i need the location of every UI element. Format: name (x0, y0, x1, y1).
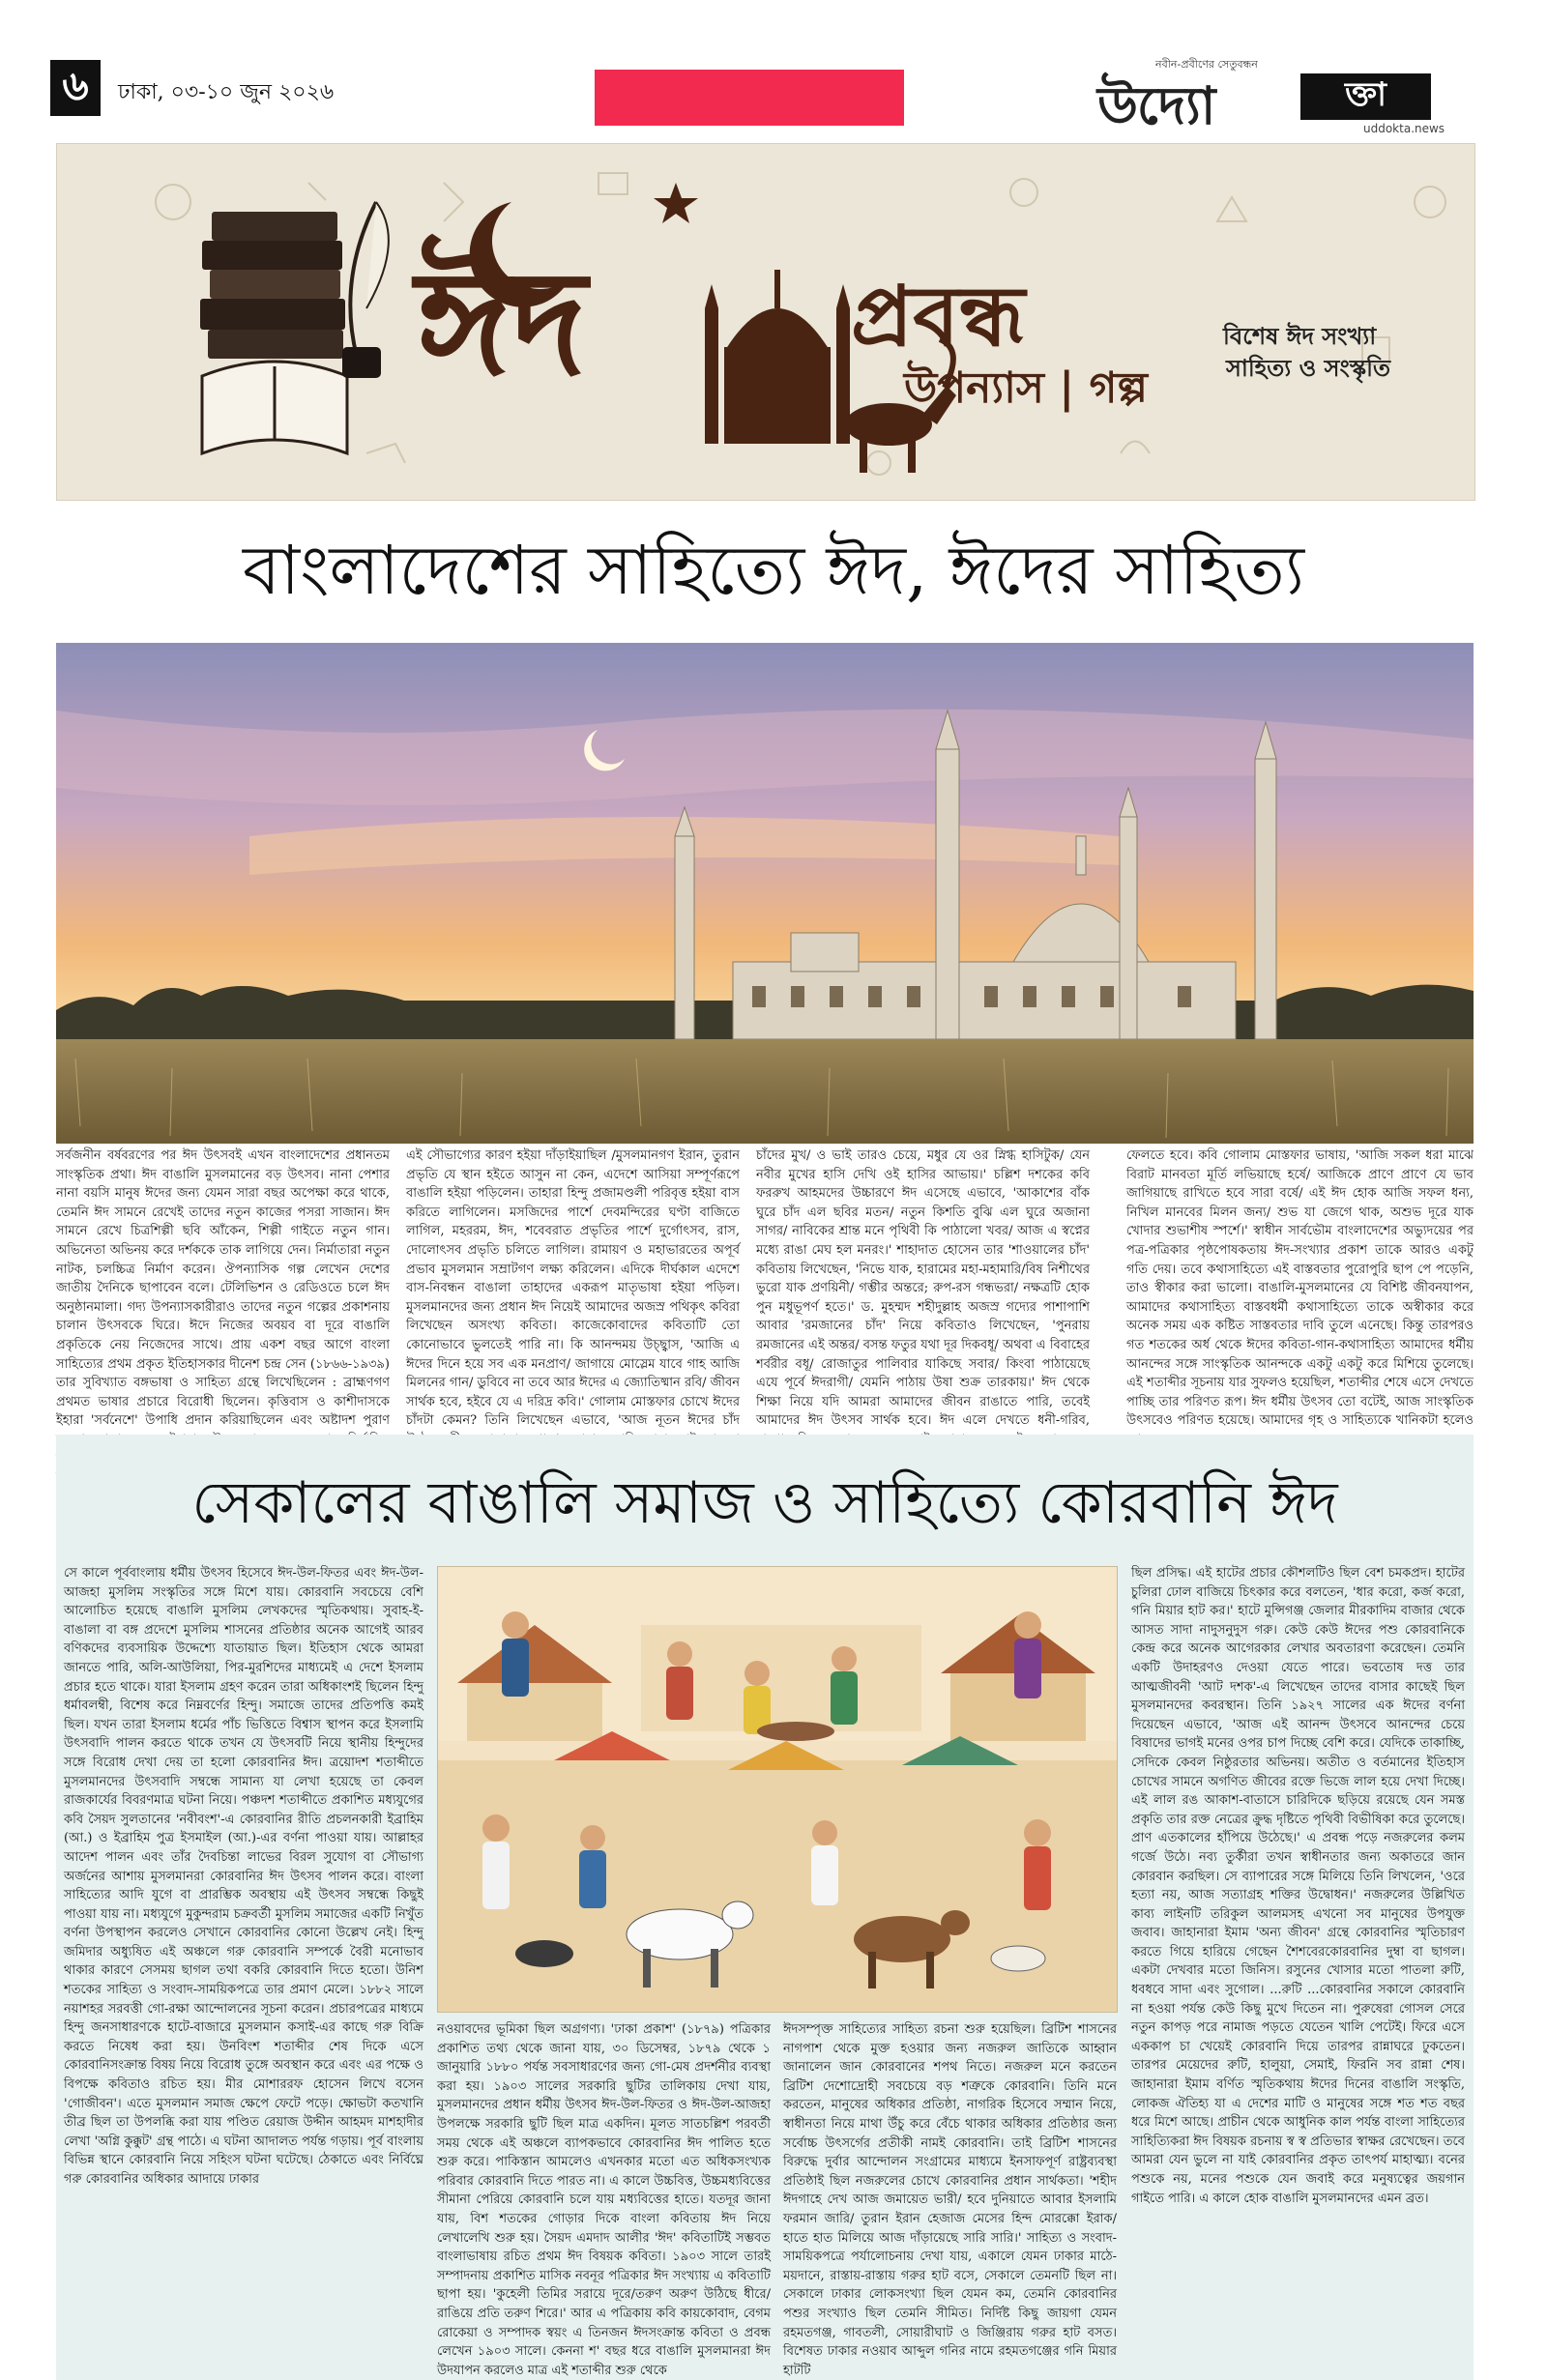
article-body-column: ঈদসম্পৃক্ত সাহিত্যের সাহিত্য রচনা শুরু হয়েছিল। ব্রিটিশ শাসনের নাগপাশ থেকে মুক্ত হওয়ার জন্য নজরুল জাতিকে আহ্বান জানালেন জান কোরবানের শপথ নিতে। নজরুল মনে করতেন ব্রিটিশ দেশোদ্রোহী সবচেয়ে বড় শত্রুকে কোরবানি। তিনি মনে করতেন, মানুষের অধিকার প্রতিষ্ঠা, নাগরিক হিসেবে সম্মান নিয়ে, স্বাধীনতা নিয়ে মাথা উঁচু করে বেঁচে থাকার অধিকার প্রতিষ্ঠার জন্য সর্বোচ্চ উৎসর্গের প্রতীকী নামই কোরবানি। তাই ব্রিটিশ শাসনের বিরুদ্ধে দুর্বার আন্দোলন সংগ্রামের মাধ্যমে ইনসাফপূর্ণ রাষ্ট্রব্যবস্থা প্রতিষ্ঠাই ছিল নজরুলের চোখে কোরবানির প্রধান সার্থকতা। 'শহীদ ঈদগাহে দেখ আজ জমায়েত ভারী/ হবে দুনিয়াতে আবার ইসলামি ফরমান জারি/ তুরান ইরান হেজাজ মেসের হিন্দ মোরক্কো ইরাক/ হাতে হাত মিলিয়ে আজ দাঁড়ায়েছে সারি সারি।' সাহিত্য ও সংবাদ-সাময়িকপত্রে পর্যালোচনায় দেখা যায়, একালে যেমন ঢাকার মাঠে-ময়দানে, রাস্তায়-রাস্তায় গরুর হাট বসে, সেকালে তেমনটি ছিল না। সেকালে ঢাকার লোকসংখ্যা ছিল যেমন কম, তেমনি কোরবানির পশুর সংখ্যাও ছিল তেমনি সীমিত। নির্দিষ্ট কিছু জায়গা যেমন রহমতগঞ্জ, গাবতলী, সোয়ারীঘাট ও জিঞ্জিরায় গরুর হাট বসত। বিশেষত ঢাকার নওয়াব আব্দুল গনির নামে রহমতগঞ্জের গনি মিয়ার হাটটি (783, 2022, 1117, 2378)
logo-tagline: নবীন-প্রবীণের সেতুবন্ধন (1155, 58, 1258, 71)
newspaper-logo-box: ক্তা (1300, 73, 1431, 120)
dateline: ঢাকা, ০৩-১০ জুন ২০২৬ (118, 80, 335, 104)
article-body-column: ফেলতে হবে। কবি গোলাম মোস্তফার ভাষায়, 'আজি সকল ধরা মাঝে বিরাট মানবতা মূর্তি লভিয়াছে হর্ষে/ আজিকে প্রাণে প্রাণে যে ভাব জাগিয়াছে রাখিতে হবে সারা বর্ষে/ এই ঈদ হোক আজি সফল ধন্য, নিখিল মানবের মিলন জন্য/ শুভ যা জেগে থাক, অশুভ দূরে যাক খোদার শুভাশীষ স্পর্শে।' স্বাধীন সার্বভৌম বাংলাদেশের অভ্যুদয়ের পর পত্র-পত্রিকার পৃষ্ঠপোষকতায় ঈদ-সংখ্যার প্রকাশ তাকে আরও একটু গতি দেয়। তবে কথাসাহিত্যে এই বাস্তবতার পুরোপুরি ছাপ পে পড়েনি, তাও স্বীকার করা ভালো। বাঙালি-মুসলমানের যে বিশিষ্ট জীবনযাপন, আমাদের কথাসাহিত্য বাস্তবধর্মী কথাসাহিত্যে তাকে অস্বীকার করে অনেক সময় এক কষ্টিত সাস্তবতার দাবি তুলে এনেছে। কিন্তু তারপরও গত শতকের অর্ধ থেকে ঈদের কবিতা-গান-কথাসাহিত্য আমাদের ধর্মীয় আনন্দের সঙ্গে সাংস্কৃতিক আনন্দকে একটু একটু করে মিশিয়ে তুলেছে। এই শতাব্দীর সূচনায় যার সুফলও হয়েছিল, শতাব্দীর শেষে এসে দেখতে পাচ্ছি তার পরিণত রূপ। ঈদ ধর্মীয় উৎসব তো বটেই, আজ সাংস্কৃতিক উৎসবেও পরিণত হয়েছে। আমাদের গৃহ ও সাহিত্যকে খানিকটা হলেও (1126, 1148, 1474, 1429)
eid-title: ঈদ (416, 238, 587, 408)
banner-novel-story-label: উপন্যাস | গল্প (904, 363, 1148, 413)
advertisement-box[interactable] (595, 70, 904, 126)
article-headline[interactable]: বাংলাদেশের সাহিত্যে ঈদ, ঈদের সাহিত্য (242, 531, 1305, 610)
article-body-column: সর্বজনীন বর্ষবরণের পর ঈদ উৎসবই এখন বাংলাদেশের প্রধানতম সাংস্কৃতিক প্রথা। ঈদ বাঙালি মুসলমানের বড় উৎসব। নানা পেশার নানা বয়সি মানুষ ঈদের জন্য যেমন সারা বছর অপেক্ষা করে থাকে, তেমনি ঈদ সামনে রেখেই তাদের নতুন কাজের পসরা সাজান। ঈদ সামনে রেখে চিত্রশিল্পী ছবি আঁকেন, শিল্পী গাইতে নতুন গান। অভিনেতা অভিনয় করে দর্শককে তাক লাগিয়ে দেন। নির্মাতারা নতুন নাটক, চলচ্চিত্র নির্মাণ করেন। ঔপন্যাসিক গল্প লেখেন দেশের জাতীয় দৈনিকে ছাপাবেন বলে। টেলিভিশন ও রেডিওতে চলে ঈদ অনুষ্ঠানমালা। গদ্য উপন্যাসকারীরাও তাদের নতুন গল্পের প্রকাশনায় চালান উৎসবকে ঘিরে। ঈদে নিজের অবয়ব বা দূরে বাঙালি প্রকৃতিকে নেয় নিজেদের সাথে। প্রায় একশ বছর আগে বাংলা সাহিত্যের প্রথম প্রকৃত ইতিহাসকার দীনেশ চন্দ্র সেন (১৮৬৬-১৯৩৯) তার সুবিখ্যাত বঙ্গভাষা ও সাহিত্য গ্রন্থে লিখেছিলেন : ব্রাহ্মণগণ প্রথমত ভাষার প্রচারে বিরোধী ছিলেন। কৃত্তিবাস ও কাশীদাসকে ইহারা 'সর্বনেশে' উপাধি প্রদান করিয়াছিলেন এবং অষ্টাদশ পুরাণ (56, 1148, 390, 1429)
special-issue-label: বিশেষ ঈদ সংখ্যা (1223, 322, 1377, 350)
article-body-column: সে কালে পূর্ববাংলায় ধর্মীয় উৎসব হিসেবে ঈদ-উল-ফিতর এবং ঈদ-উল-আজহা মুসলিম সংস্কৃতির সঙ্গে মিশে যায়। কোরবানি সবচেয়ে বেশি আলোচিত হয়েছে বাঙালি মুসলিম লেখকদের স্মৃতিকথায়। সুবাহ-ই-বাঙালা বা বঙ্গ প্রদেশে মুসলিম শাসনের প্রতিষ্ঠার অনেক আগেই আরব বণিকদের ব্যবসায়িক উদ্দেশ্যে যাতায়াত ছিল। ইতিহাস থেকে আমরা জানতে পারি, অলি-আউলিয়া, পির-মুরশিদের মাধ্যমেই এ দেশে ইসলাম প্রচার হতে থাকে। যারা ইসলাম গ্রহণ করেন তারা অধিকাংশই ছিলেন হিন্দু ধর্মাবলম্বী, বিশেষ করে নিম্নবর্ণের হিন্দু। সমাজে তাদের প্রতিপত্তি কমই ছিল। যখন তারা ইসলাম ধর্মের পাঁচ ভিত্তিতে বিশ্বাস স্থাপন করে ইসলামি উৎসবাদি পালন করতে থাকে তখন যে উৎসবটি নিয়ে স্থানীয় হিন্দুদের সঙ্গে বিরোধ দেখা দেয় তা হলো কোরবানির ঈদ। ত্রয়োদশ শতাব্দীতে মুসলমানদের উৎসবাদি সম্বন্ধে সামান্য যা লেখা হয়েছে তা কেবল রাজকার্যের বিবরণমাত্র ঘটনা নিয়ে। পঞ্চদশ শতাব্দীতে প্রকাশিত মধ্যযুগের কবি সৈয়দ সুলতানের 'নবীবংশ'-এ কোরবানির রীতি প্রচলনকারী ইব্রাহিম (আ.) ও ইব্রাহিম পুত্র ইসমাইল (আ.)-এর বর্ণনা পাওয়া যায়। আল্লাহর আদেশ পালন এবং তাঁর দৈবচিন্তা লাভের বিরল সুযোগ বা সৌভাগ্য অর্জনের আশায় মুসলমানরা কোরবানির ঈদ উৎসব পালন করে। বাংলা সাহিত্যের আদি যুগে বা প্রারম্ভিক অবস্থায় এই উৎসব সম্বন্ধে কিছুই পাওয়া যায় না। মধ্যযুগে মুকুন্দরাম চক্রবর্তী মুসলিম সমাজের একটি নিখুঁত বর্ণনা উপস্থাপন করলেও সেখানে কোরবানির কোনো উল্লেখ নেই। হিন্দু জমিদার অধ্যুষিত এই অঞ্চলে গরু কোরবানি সম্পর্কে বৈরী মনোভাব থাকার কারণে সেসময় ছাগল তথা বকরি কোরবানি দিতে হতো। উনিশ শতকের সাহিত্য ও সংবাদ-সাময়িকপত্রে তার প্রমাণ মেলে। ১৮৮২ সালে নয়াশহর সরবত্তী গো-রক্ষা আন্দোলনের সূচনা করেন। প্রচারপত্রের মাধ্যমে হিন্দু জনসাধারণকে হাটে-বাজারে মুসলমান কসাই-এর কাছে গরু বিক্রি করতে নিষেধ করা হয়। উনবিংশ শতাব্দীর শেষ দিকে এসে কোরবানিসংক্রান্ত বিষয় নিয়ে বিরোধ তুঙ্গে অবস্থান করে এবং এর পক্ষে ও বিপক্ষে কবিতাও রচিত হয়। মীর মোশাররফ হোসেন লিখে বসেন 'গোজীবন'। এতে মুসলমান সমাজ ক্ষেপে ফেটে পড়ে। ক্ষোভটা কতখানি তীব্র ছিল তা উপলব্ধি করা যায় পণ্ডিত রেয়াজ উদ্দীন আহমদ মাশহাদীর লেখা 'অগ্নি কুক্কুট' গ্রন্থ পাঠে। এ ঘটনা আদালত পর্যন্ত গড়ায়। পূর্ব বাংলায় বিভিন্ন স্থানে কোরবানি নিয়ে সহিংস ঘটনা ঘটেছে। ঠেকাতে এবং নির্বিঘ্নে গরু কোরবানির অধিকার আদায়ে ঢাকার (64, 1566, 423, 2187)
banner-essay-label: প্রবন্ধ (851, 268, 1026, 365)
article-body-column: ছিল প্রসিদ্ধ। এই হাটের প্রচার কৌশলটিও ছিল বেশ চমকপ্রদ। হাটের চুলিরা ঢোল বাজিয়ে চিৎকার করে বলতেন, 'ধার করো, কর্জ করো, গনি মিয়ার হাট কর।' হাটে মুন্সিগঞ্জ জেলার মীরকাদিম বাজার থেকে আসত সাদা নাদুসনুদুস গরু। কেউ কেউ ঈদের পশু কোরবানিকে কেন্দ্র করে অনেক আগেরকার লেখার অবতারণা করেছেন। তেমনি একটি উদাহরণও দেওয়া যেতে পারে। ভবতোষ দত্ত তার আত্মজীবনী 'আট দশক'-এ লিখেছেন তাদের বাসার কাছেই ছিল মুসলমানদের কবরস্থান। তিনি ১৯২৭ সালের এক ঈদের বর্ণনা দিয়েছেন এভাবে, 'আজ এই আনন্দ উৎসবে আনন্দের চেয়ে বিষাদের ভাগই মনের ওপর চাপ দিচ্ছে বেশি করে। যেদিকে তাকাচ্ছি, সেদিকে কেবল নিষ্ঠুরতার অভিনয়। অতীত ও বর্তমানের ইতিহাস চোখের সামনে অগণিত জীবের রক্তে ভিজে লাল হয়ে দেখা দিচ্ছে। এই লাল রঙ আকাশ-বাতাসে চারিদিকে ছড়িয়ে রয়েছে যেন সমস্ত প্রকৃতি তার রক্ত নেত্রের ক্রুদ্ধ দৃষ্টিতে পৃথিবী বিভীষিকা করে তুলেছে। প্রাণ এতকালের হাঁপিয়ে উঠেছে।' এ প্রবন্ধ পড়ে নজরুলের কলম গর্জে উঠে। নব্য তুর্কীরা তখন স্বাধীনতার জন্য অকাতরে জান কোরবান করছিল। সে ব্যাপারের সঙ্গে মিলিয়ে তিনি লিখলেন, 'ওরে হত্যা নয়, আজ সত্যাগ্রহ শক্তির উদ্বোধন।' নজরুলের উল্লিখিত কাব্য লাইনটি তরিকুল আলমসহ এখনো সব মানুষের উপযুক্ত জবাব। জাহানারা ইমাম 'অন্য জীবন' গ্রন্থে কোরবানির স্মৃতিচারণ করতে গিয়ে হারিয়ে গেছেন শৈশবেরকোরবানির দুম্বা বা ছাগল। একটা দেখবার মতো জিনিস। রসুনের খোসার মতো পাতলা রুটি, ধবধবে সাদা এবং সুগোল। ...রুটি ...কোরবানির সকালে কোরবানি না হওয়া পর্যন্ত কেউ কিছু মুখে দিতেন না। পুরুষেরা গোসল সেরে নতুন কাপড় পরে নামাজ পড়তে যেতেন খালি পেটেই। ফিরে এসে এককাপ চা খেয়েই কোরবানি দিয়ে তারপর রান্নাঘরে ঢুকতেন। তারপর মেয়েদের রুটি, হালুয়া, সেমাই, ফিরনি সব রান্না শেষ। জাহানারা ইমাম বর্ণিত স্মৃতিকথায় ঈদের দিনের বাঙালি সংস্কৃতি, লোকজ ঐতিহ্য যা এ দেশের মাটি ও মানুষের সঙ্গে শত শত বছর ধরে মিশে আছে। প্রাচীন থেকে আধুনিক কাল পর্যন্ত বাংলা সাহিত্যের সাহিত্যিকরা ঈদ বিষয়ক রচনায় স্ব স্ব প্রতিভার স্বাক্ষর রেখেছেন। তবে আমরা যেন ভুলে না যাই কোরবানির প্রকৃত তাৎপর্য মাহাত্ম্য। বনের পশুকে নয়, মনের পশুকে যেন জবাই করে মনুষ্যত্বের জয়গান গাইতে পারি। এ কালে হোক বাঙালি মুসলমানদের এমন ব্রত। (1131, 1566, 1465, 2206)
article-body-column: চাঁদের মুখ/ ও ভাই তারও চেয়ে, মধুর যে ওর স্নিগ্ধ হাসিটুক/ যেন নবীর মুখের হাসি দেখি ওই হাসির আভায়।' চল্লিশ দশকের কবি ফররুখ আহমদের উচ্চারণে ঈদ এসেছে এভাবে, 'আকাশের বাঁক ঘুরে চাঁদ এল ছবির মতন/ নতুন কিশতি বুঝি এল ঘুরে অজানা সাগর/ নাবিকের শ্রান্ত মনে পৃথিবী কি পাঠালো খবর/ আজ এ স্বপ্নের মধ্যে রাঙা মেঘ হল মনরং।' শাহাদাত হোসেন তার 'শাওয়ালের চাঁদ' কবিতায় লিখেছেন, 'নিভে যাক, হারামের মহা-মহামারি/বিষ নিশীথের ভুরো যাক প্রণয়িনী/ গম্ভীর অন্তরে; রুপ-রস গন্ধভরা/ নক্ষত্রটি হোক পুন মধুভূপর্ণ হতে।' ড. মুহম্মদ শহীদুল্লাহ অজস্র গদ্যের পাশাপাশি আবার 'রমজানের চাঁদ' নিয়ে কবিতাও লিখেছেন, 'পুনরায় রমজানের এই অন্তর/ বসন্ত ফতুর যথা দূর দিকবধূ/ অথবা এ বিবাহের শর্বরীর বধূ/ রোজাতুর পালিবার যাকিছে সবার/ কিংবা পাঠায়েছে এযে পূর্বে ঈদরাগী/ যেমনি পাঠায় উষা শুক্র তারকায়।' ঈদ থেকে শিক্ষা নিয়ে যদি আমরা আমাদের জীবন রাঙাতে পারি, তবেই আমাদের ঈদ উৎসব সার্থক হবে। ঈদ এলে দেখতে ধনী-গরিব, (756, 1148, 1090, 1429)
newspaper-logo[interactable]: উদ্যো (1097, 74, 1215, 136)
mosque-silhouette (705, 270, 850, 444)
page-number: ৬ (50, 60, 101, 116)
eid-village-illustration (437, 1566, 1118, 2013)
article-body-column: নওয়াবদের ভূমিকা ছিল অগ্রগণ্য। 'ঢাকা প্রকাশ' (১৮৭৯) পত্রিকার প্রকাশিত তথ্য থেকে জানা যায়, ৩০ ডিসেম্বর, ১৮৭৯ থেকে ১ জানুয়ারি ১৮৮০ পর্যন্ত সবসাধারণের জন্য গো-মেষ প্রদর্শনীর ব্যবস্থা করা হয়। ১৯০৩ সালের সরকারি ছুটির তালিকায় দেখা যায়, মুসলমানদের প্রধান ধর্মীয় উৎসব ঈদ-উল-ফিতর ও ঈদ-উল-আজহা উপলক্ষে সরকারি ছুটি ছিল মাত্র একদিন। মূলত সাতচল্লিশ পরবর্তী সময় থেকে এই অঞ্চলে ব্যাপকভাবে কোরবানির ঈদ পালিত হতে শুরু করে। পাকিস্তান আমলেও এখনকার মতো এত অধিকসংখ্যক পরিবার কোরবানি দিতে পারত না। এ কালে উচ্চবিত্ত, উচ্চমধ্যবিত্তের সীমানা পেরিয়ে কোরবানি চলে যায় মধ্যবিত্তের হাতে। যতদূর জানা যায়, বিশ শতকের গোড়ার দিকে বাংলা কবিতায় ঈদ নিয়ে লেখালেখি শুরু হয়। সৈয়দ এমদাদ আলীর 'ঈদ' কবিতাটিই সম্ভবত বাংলাভাষায় রচিত প্রথম ঈদ বিষয়ক কবিতা। ১৯০৩ সালে তারই সম্পাদনায় প্রকাশিত মাসিক নবনূর পত্রিকার ঈদ সংখ্যায় এ কবিতাটি ছাপা হয়। 'কুহেলী তিমির সরায়ে দূরে/তরুণ অরুণ উঠিছে ধীরে/রাঙিয়ে প্রতি তরুণ শিরে।' আর এ পত্রিকায় কবি কায়কোবাদ, বেগম রোকেয়া ও সম্পাদক স্বয়ং এ তিনজন ঈদসংক্রান্ত কবিতা ও প্রবন্ধ লেখেন ১৯০৩ সালে। কেননা শ' বছর ধরে বাঙালি মুসলমানরা ঈদ উদযাপন করলেও মাত্র এই শতাব্দীর শুরু থেকে (437, 2022, 771, 2378)
article-headline[interactable]: সেকালের বাঙালি সমাজ ও সাহিত্যে কোরবানি ঈদ (191, 1469, 1338, 1537)
article-body-column: এই সৌভাগ্যের কারণ হইয়া দাঁড়াইয়াছিল /মুসলমানগণ ইরান, তুরান প্রভৃতি যে স্থান হইতে আসুন না কেন, এদেশে আসিয়া সম্পূর্ণরূপে বাঙালি হইয়া পড়িলেন। তাহারা হিন্দু প্রজামণ্ডলী পরিবৃত্ত হইয়া বাস করিতে লাগিলেন। মসজিদের পার্শে দেবমন্দিরের ঘণ্টা বাজিতে লাগিল, মহররম, ঈদ, শবেবরাত প্রভৃতির পার্শে দুর্গোৎসব, রাস, দোলোৎসব প্রভৃতি চলিতে লাগিল। রামায়ণ ও মহাভারতের অপূর্ব প্রভাব মুসলমান সম্রাটগণ লক্ষ্য করিলেন। এদিকে দীর্ঘকাল এদেশে বাস-নিবন্ধন বাঙালা তাহাদের একরূপ মাতৃভাষা হইয়া পড়িল। মুসলমানদের জন্য প্রধান ঈদ নিয়েই আমাদের অজস্র পথিকৃৎ কবিরা লিখেছেন অসংখ্য কবিতা। কাজেকোবাদের কবিতাটি তো কোনোভাবে ভুলতেই পারি না। কি আনন্দময় উচ্ছ্বাস, 'আজি এ ঈদের দিনে হয়ে সব এক মনপ্রাণ/ জাগায়ে মোস্লেম যাবে গাহ আজি মিলনের গান/ ডুবিবে না তবে আর ঈদের এ জ্যোতিষ্মান রবি/ জীবন সার্থক হবে, হইবে যে এ দরিদ্র কবি।' গোলাম মোস্তফার চোখে ঈদের চাঁদটা কেমন? তিনি লিখেছেন এভাবে, 'আজ নূতন ঈদের চাঁদ (406, 1148, 740, 1429)
logo-url: uddokta.news (1363, 122, 1445, 135)
mosque-photo (56, 643, 1474, 1144)
books-icon (200, 202, 389, 453)
literature-culture-label: সাহিত্য ও সংস্কৃতি (1226, 354, 1390, 382)
